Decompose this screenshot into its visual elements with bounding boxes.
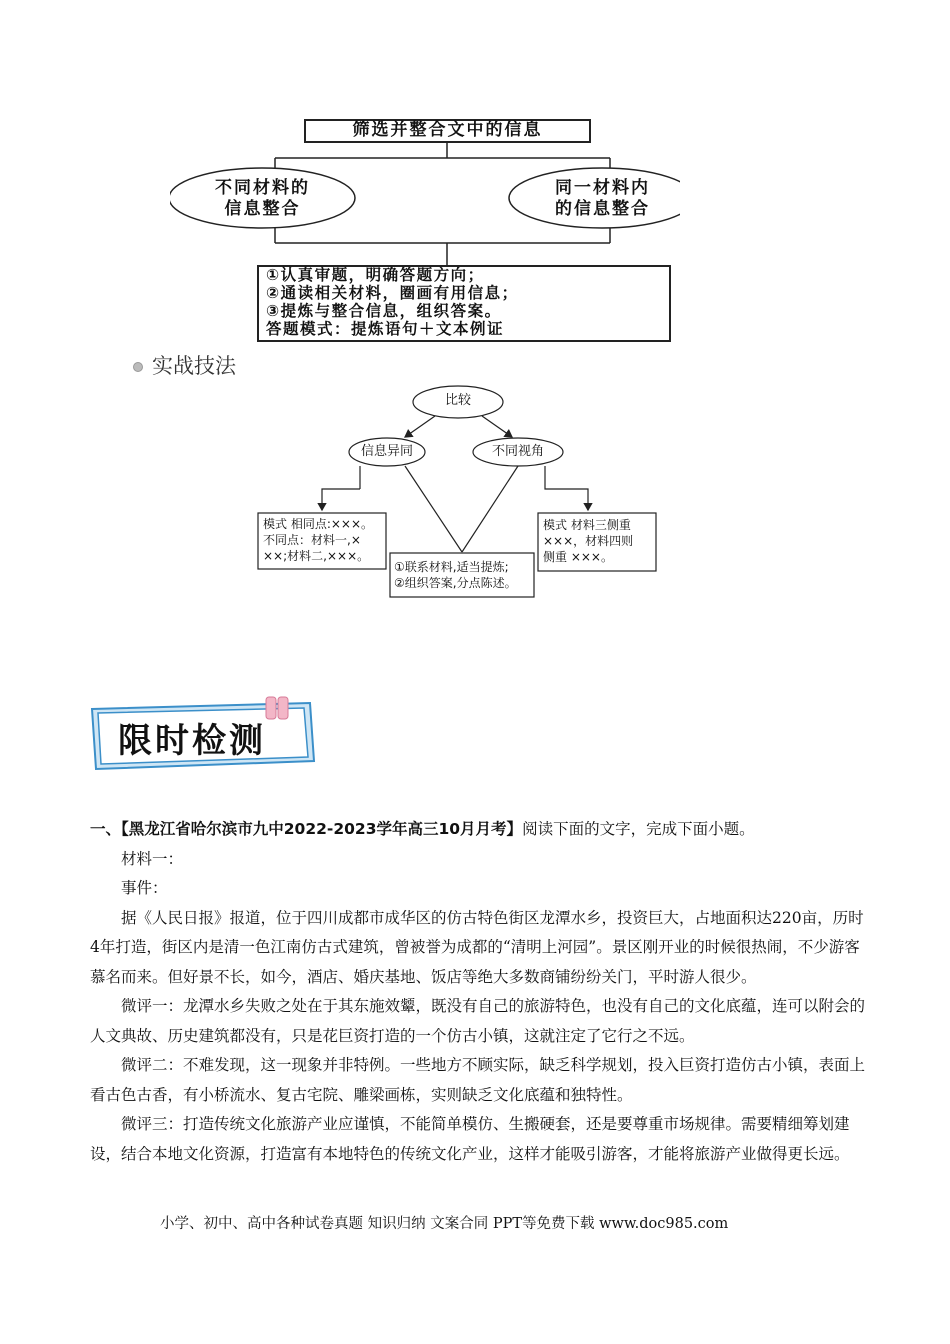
info-integration-diagram <box>170 118 680 346</box>
comparison-diagram <box>250 385 670 605</box>
right-oval-label: 同一材料内 的信息整合 <box>555 178 650 219</box>
paragraph: 微评一：龙潭水乡失败之处在于其东施效颦，既没有自己的旅游特色，也没有自己的文化底蕴，连可以附会的人文典故、历史建筑都没有，只是花巨资打造的一个仿古小镇，这就注定了它行之不远。 <box>90 997 866 1045</box>
footer-text: 小学、初中、高中各种试卷真题 知识归纳 文案合同 PPT等免费下载 www.doc985.com <box>160 1216 729 1232</box>
paragraph: 据《人民日报》报道，位于四川成都市成华区的仿古特色街区龙潭水乡，投资巨大，占地面积达220亩，历时4年打造，街区内是清一色江南仿古式建筑，曾被誉为成都的“清明上河园”。景区刚开业的时候很热闹，不少游客慕名而来。但好景不长，如今，酒店、婚庆基地、饭店等绝大多数商铺纷纷关门，平时游人很少。 <box>90 908 864 986</box>
top-box-label: 筛选并整合文中的信息 <box>352 120 543 140</box>
right-box-text: 模式 材料三侧重 ×××，材料四则 侧重 ×××。 <box>543 518 634 564</box>
section-heading: 实战技法 <box>152 354 236 378</box>
right-node-label: 不同视角 <box>491 444 544 459</box>
left-box-text: 模式 相同点:×××。 不同点：材料一,× ××;材料二,×××。 <box>263 517 374 563</box>
steps-box: ①认真审题，明确答题方向； ②通读相关材料，圈画有用信息； ③提炼与整合信息，组织答案。 答题模式：提炼语句＋文本例证 <box>266 266 519 338</box>
paragraph: 微评二：不难发现，这一现象并非特例。一些地方不顾实际，缺乏科学规划，投入巨资打造仿古小镇，表面上看古色古香，有小桥流水、复古宅院、雕梁画栋，实则缺乏文化底蕴和独特性。 <box>90 1056 866 1104</box>
banner-title: 限时检测 <box>118 721 266 761</box>
bullet-icon <box>133 362 143 372</box>
middle-box-text: ①联系材料,适当提炼; ②组织答案,分点陈述。 <box>394 560 517 590</box>
left-oval-label: 不同材料的 信息整合 <box>215 178 310 219</box>
question-header: 一、【黑龙江省哈尔滨市九中2022-2023学年高三10月月考】阅读下面的文字，完成下面小题。 <box>90 820 755 838</box>
question-body <box>90 815 870 1169</box>
left-node-label: 信息异同 <box>360 444 413 459</box>
paragraph: 微评三：打造传统文化旅游产业应谨慎，不能简单模仿、生搬硬套，还是要尊重市场规律。需要精细筹划建设，结合本地文化资源，打造富有本地特色的传统文化产业，这样才能吸引游客，才能将旅游产业做得更长远。 <box>90 1115 850 1163</box>
paragraph: 事件： <box>121 879 168 897</box>
root-node-label: 比较 <box>444 393 471 408</box>
section-banner <box>88 695 320 775</box>
paragraph: 材料一： <box>121 849 184 868</box>
